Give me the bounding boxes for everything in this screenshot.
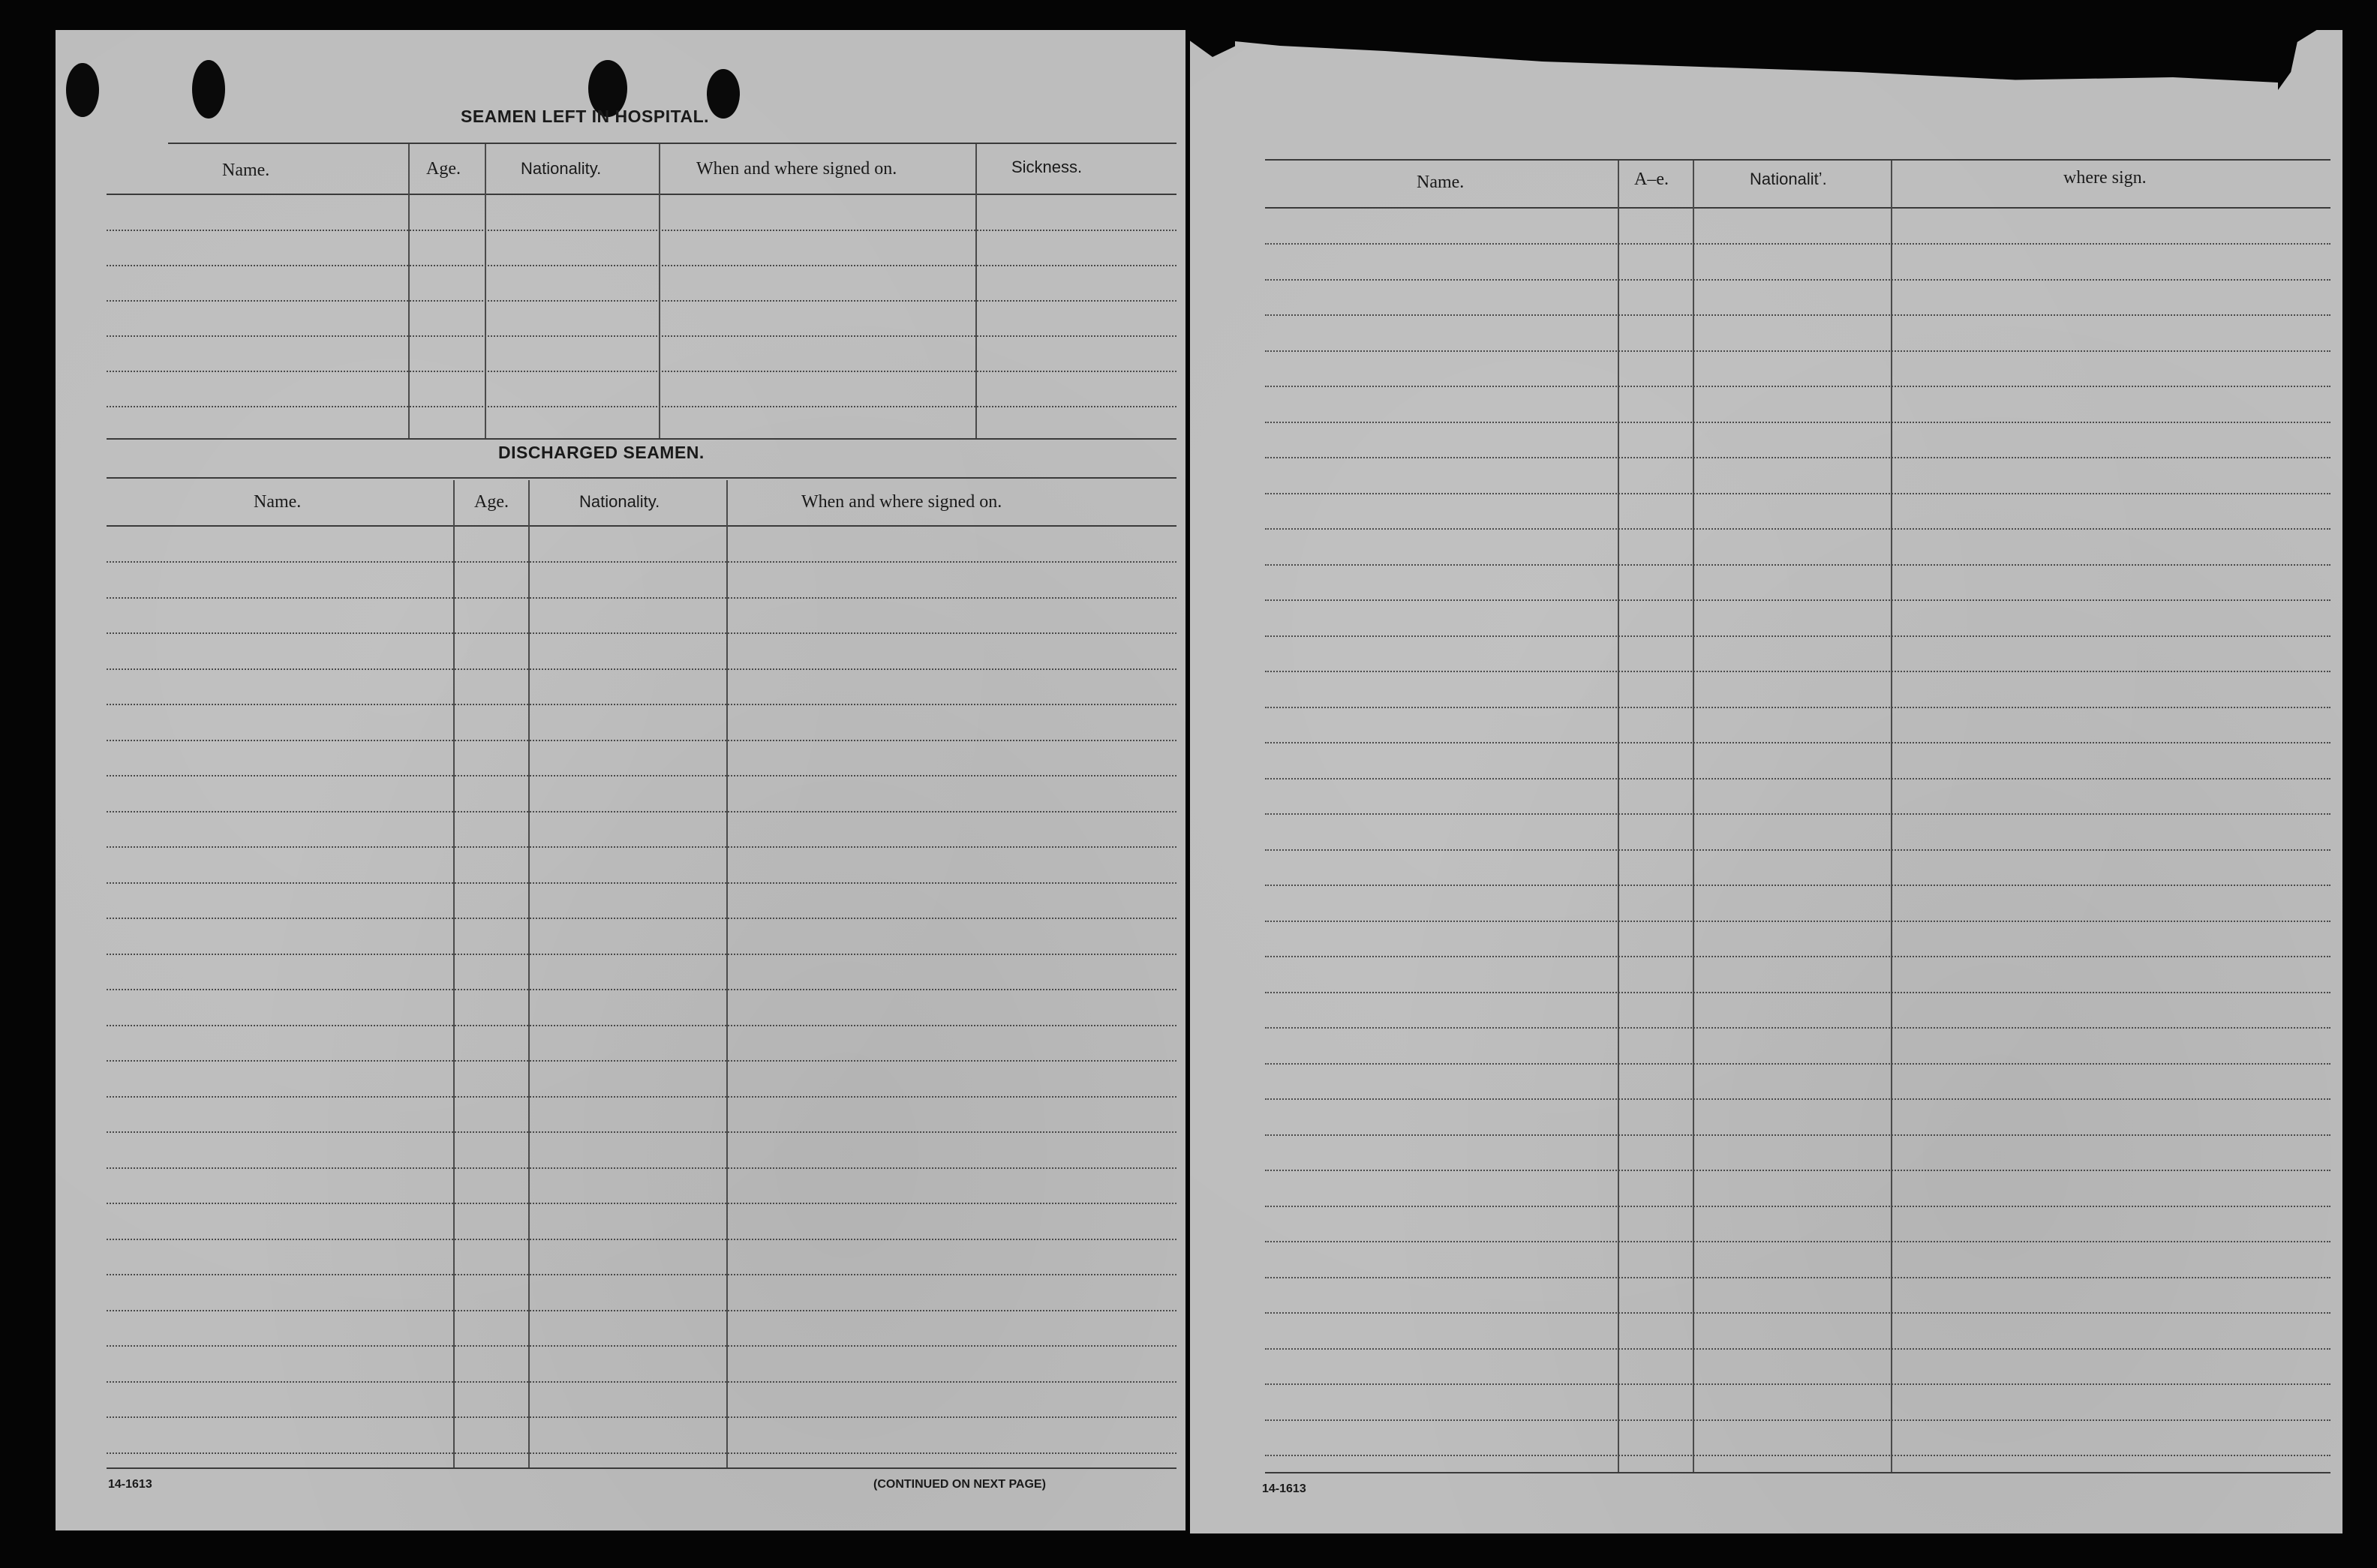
hospital-header-bottom-rule — [107, 194, 1176, 195]
ruled-line — [107, 1060, 1176, 1062]
ruled-line — [107, 632, 1176, 634]
ruled-line — [1265, 1134, 2330, 1136]
discharged-bottom-rule — [107, 1467, 1176, 1469]
ruled-line — [1265, 457, 2330, 458]
ruled-line — [107, 1025, 1176, 1026]
punch-hole — [192, 60, 225, 119]
ruled-line — [107, 561, 1176, 563]
ruled-line — [1265, 564, 2330, 566]
ruled-line — [107, 918, 1176, 919]
discharged-col-nationality: Nationality. — [579, 492, 660, 511]
discharged-col-name: Name. — [254, 492, 302, 512]
ruled-line — [1265, 635, 2330, 637]
ruled-line — [1265, 528, 2330, 530]
ruled-line — [107, 335, 1176, 337]
ruled-line — [107, 406, 1176, 407]
ruled-line — [1265, 1170, 2330, 1171]
discharged-col-when-where: When and where signed on. — [801, 492, 1002, 512]
form-number: 14-1613 — [108, 1478, 152, 1491]
continued-note: (CONTINUED ON NEXT PAGE) — [873, 1478, 1046, 1491]
ruled-line — [1265, 885, 2330, 886]
hospital-col-name: Name. — [222, 161, 270, 180]
hospital-bottom-rule — [107, 438, 1176, 440]
discharged-header-bottom-rule — [107, 525, 1176, 527]
ruled-line — [1265, 1419, 2330, 1421]
left-page — [56, 30, 1185, 1530]
ruled-line — [107, 882, 1176, 884]
right-col-divider — [1618, 161, 1619, 1472]
ruled-line — [1265, 1098, 2330, 1100]
ruled-line — [107, 371, 1176, 372]
ruled-line — [107, 300, 1176, 302]
ruled-line — [107, 1096, 1176, 1098]
ruled-line — [1265, 1206, 2330, 1207]
ruled-line — [107, 740, 1176, 741]
discharged-col-divider — [726, 480, 728, 1467]
hospital-col-divider — [659, 144, 660, 438]
discharged-col-age: Age. — [474, 492, 509, 512]
discharged-section-title: DISCHARGED SEAMEN. — [498, 443, 705, 462]
right-col-where-signed: where sign. — [2063, 168, 2147, 188]
discharged-header-top-rule — [107, 477, 1176, 479]
ruled-line — [107, 1274, 1176, 1275]
ruled-line — [1265, 1348, 2330, 1350]
ruled-line — [107, 1345, 1176, 1347]
torn-edge — [1228, 30, 2278, 83]
ruled-line — [107, 1452, 1176, 1454]
hospital-col-divider — [975, 144, 977, 438]
ruled-line — [1265, 1063, 2330, 1065]
right-header-bottom-rule — [1265, 207, 2330, 209]
ruled-line — [1265, 1312, 2330, 1314]
ruled-line — [1265, 1241, 2330, 1242]
ruled-line — [107, 1203, 1176, 1204]
ruled-line — [107, 1416, 1176, 1418]
hospital-col-divider — [408, 144, 410, 438]
form-number: 14-1613 — [1262, 1482, 1306, 1495]
ruled-line — [1265, 671, 2330, 672]
punch-hole — [66, 63, 99, 117]
ruled-line — [107, 811, 1176, 813]
ruled-line — [107, 775, 1176, 776]
hospital-header-top-rule — [168, 143, 1176, 144]
ruled-line — [107, 954, 1176, 955]
ruled-line — [1265, 778, 2330, 779]
hospital-col-divider — [485, 144, 486, 438]
ruled-line — [1265, 1383, 2330, 1385]
ruled-line — [107, 265, 1176, 266]
ruled-line — [1265, 422, 2330, 423]
ruled-line — [1265, 992, 2330, 993]
ruled-line — [1265, 599, 2330, 601]
discharged-col-divider — [528, 480, 530, 1467]
hospital-col-age: Age. — [426, 159, 461, 179]
ruled-line — [1265, 849, 2330, 851]
right-col-age: A–e. — [1634, 170, 1669, 189]
ruled-line — [1265, 243, 2330, 245]
ruled-line — [1265, 707, 2330, 708]
ruled-line — [1265, 742, 2330, 743]
ruled-line — [107, 1167, 1176, 1169]
punch-hole — [707, 69, 740, 119]
ruled-line — [107, 846, 1176, 848]
discharged-col-divider — [453, 480, 455, 1467]
ruled-line — [1265, 493, 2330, 494]
ruled-line — [107, 1381, 1176, 1383]
ruled-line — [107, 230, 1176, 231]
ruled-line — [1265, 1277, 2330, 1278]
ruled-line — [1265, 956, 2330, 957]
ruled-line — [1265, 386, 2330, 387]
ruled-line — [1265, 1455, 2330, 1456]
ruled-line — [107, 704, 1176, 705]
hospital-col-sickness: Sickness. — [1011, 158, 1083, 176]
right-page — [1190, 30, 2342, 1533]
ruled-line — [107, 1131, 1176, 1133]
ruled-line — [1265, 921, 2330, 922]
right-col-name: Name. — [1417, 173, 1465, 192]
right-bottom-rule — [1265, 1472, 2330, 1473]
ruled-line — [107, 1239, 1176, 1240]
hospital-col-nationality: Nationality. — [521, 159, 602, 178]
hospital-section-title: SEAMEN LEFT IN HOSPITAL. — [461, 107, 710, 126]
torn-edge — [2278, 30, 2342, 90]
ruled-line — [107, 668, 1176, 670]
right-col-divider — [1891, 161, 1892, 1472]
ruled-line — [107, 989, 1176, 990]
hospital-col-when-where: When and where signed on. — [696, 159, 897, 179]
ruled-line — [107, 1310, 1176, 1311]
ruled-line — [1265, 314, 2330, 316]
right-header-top-rule — [1265, 159, 2330, 161]
right-col-divider — [1693, 161, 1694, 1472]
ruled-line — [107, 597, 1176, 599]
torn-edge — [1190, 30, 1235, 57]
ruled-line — [1265, 1027, 2330, 1029]
right-col-nationality: Nationalitʼ. — [1750, 170, 1827, 188]
ruled-line — [1265, 279, 2330, 281]
ruled-line — [1265, 813, 2330, 815]
ruled-line — [1265, 350, 2330, 352]
